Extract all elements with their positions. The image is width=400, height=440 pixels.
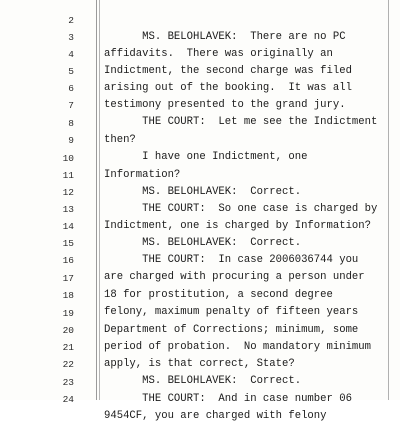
line-text: period of probation. No mandatory minimum <box>104 341 372 353</box>
line-text: THE COURT: So one case is charged by <box>104 203 378 215</box>
line-number: 5 <box>68 66 74 77</box>
line-number: 22 <box>62 359 74 370</box>
line-number: 12 <box>62 187 74 198</box>
line-number: 6 <box>68 83 74 94</box>
line-number: 14 <box>62 221 74 232</box>
line-text: MS. BELOHLAVEK: Correct. <box>104 237 302 249</box>
line-number: 2 <box>68 15 74 26</box>
line-text: MS. BELOHLAVEK: Correct. <box>104 186 302 198</box>
line-text: then? <box>104 134 136 146</box>
line-number: 13 <box>62 204 74 215</box>
line-text: MS. BELOHLAVEK: Correct. <box>104 375 302 387</box>
line-number: 11 <box>62 170 74 181</box>
line-text: 18 for prostitution, a second degree <box>104 289 333 301</box>
line-text: Indictment, one is charged by Information? <box>104 220 372 232</box>
line-number: 23 <box>62 377 74 388</box>
line-number: 10 <box>62 153 74 164</box>
line-text: Department of Corrections; minimum, some <box>104 324 359 336</box>
line-number: 15 <box>62 238 74 249</box>
line-number: 9 <box>68 135 74 146</box>
line-text: Indictment, the second charge was filed <box>104 65 352 77</box>
line-text: MS. BELOHLAVEK: There are no PC <box>104 31 346 43</box>
line-text: arising out of the booking. It was all <box>104 82 352 94</box>
line-text: 9454CF, you are charged with felony <box>104 410 327 422</box>
line-text: testimony presented to the grand jury. <box>104 99 346 111</box>
line-text: I have one Indictment, one <box>104 151 308 163</box>
line-number: 16 <box>62 255 74 266</box>
line-number: 19 <box>62 308 74 319</box>
line-number: 24 <box>62 394 74 405</box>
line-number: 21 <box>62 342 74 353</box>
line-text: are charged with procuring a person under <box>104 271 365 283</box>
line-number: 18 <box>62 290 74 301</box>
line-number: 20 <box>62 325 74 336</box>
line-number: 8 <box>68 118 74 129</box>
line-number: 4 <box>68 49 74 60</box>
line-text: Information? <box>104 169 181 181</box>
line-text: affidavits. There was originally an <box>104 48 333 60</box>
line-text: felony, maximum penalty of fifteen years <box>104 306 359 318</box>
transcript-line <box>0 0 400 43</box>
line-number: 3 <box>68 32 74 43</box>
line-number: 7 <box>68 100 74 111</box>
line-number: 17 <box>62 273 74 284</box>
line-text: THE COURT: And in case number 06 <box>104 393 352 405</box>
line-text: THE COURT: Let me see the Indictment <box>104 116 378 128</box>
line-text: THE COURT: In case 2006036744 you <box>104 254 359 266</box>
line-text: apply, is that correct, State? <box>104 358 295 370</box>
